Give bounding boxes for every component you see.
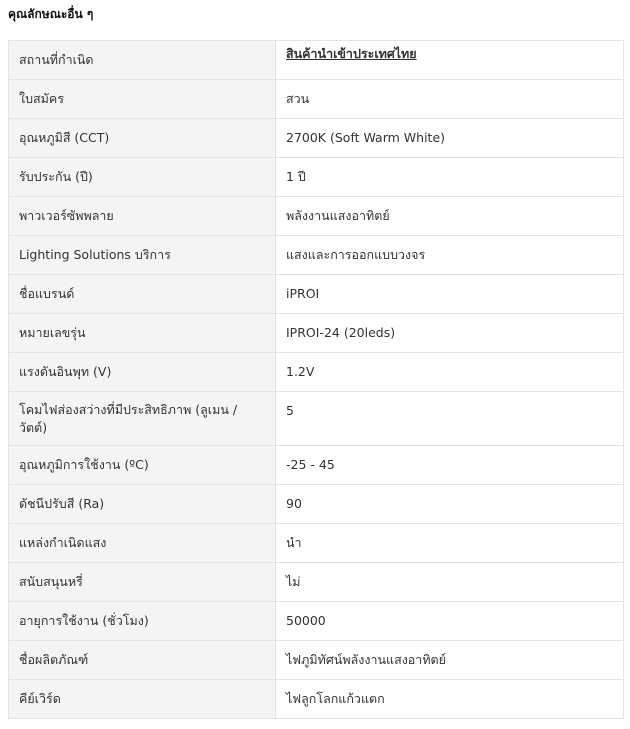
attribute-value: 1.2V: [276, 353, 624, 392]
table-row: [9, 392, 624, 446]
attribute-label: อายุการใช้งาน (ชั่วโมง): [9, 602, 276, 641]
attribute-label: รับประกัน (ปี): [9, 158, 276, 197]
table-row: [9, 197, 624, 236]
attribute-value: -25 - 45: [276, 446, 624, 485]
attribute-label: อุณหภูมิการใช้งาน (ºC): [9, 446, 276, 485]
attribute-value: iPROI: [276, 275, 624, 314]
table-row: [9, 41, 624, 80]
attribute-label: ดัชนีปรับสี (Ra): [9, 485, 276, 524]
origin-link[interactable]: สินค้านำเข้าประเทศไทย: [286, 46, 417, 61]
attribute-value: 5: [276, 392, 624, 446]
attribute-label: สนับสนุนหรี่: [9, 563, 276, 602]
section-title: คุณลักษณะอื่น ๆ: [8, 7, 94, 21]
table-row: [9, 314, 624, 353]
attribute-label: หมายเลขรุ่น: [9, 314, 276, 353]
table-row: [9, 158, 624, 197]
attribute-value: 2700K (Soft Warm White): [276, 119, 624, 158]
table-row: [9, 485, 624, 524]
attributes-table: [8, 40, 624, 719]
attribute-value: ไฟภูมิทัศน์พลังงานแสงอาทิตย์: [276, 641, 624, 680]
table-row: [9, 119, 624, 158]
table-row: [9, 353, 624, 392]
table-row: [9, 236, 624, 275]
attribute-value: IPROI-24 (20leds): [276, 314, 624, 353]
attribute-label: ชื่อผลิตภัณฑ์: [9, 641, 276, 680]
attribute-value: 1 ปี: [276, 158, 624, 197]
attribute-label: โคมไฟส่องสว่างที่มีประสิทธิภาพ (ลูเมน / วัตต์): [9, 392, 276, 446]
attribute-value: พลังงานแสงอาทิตย์: [276, 197, 624, 236]
attribute-value: 90: [276, 485, 624, 524]
table-row: [9, 80, 624, 119]
attribute-label-origin: สถานที่กำเนิด: [9, 41, 276, 80]
attribute-label: ชื่อแบรนด์: [9, 275, 276, 314]
attribute-label: แรงดันอินพุท (V): [9, 353, 276, 392]
attribute-value: นำ: [276, 524, 624, 563]
attribute-label: พาวเวอร์ซัพพลาย: [9, 197, 276, 236]
table-row: [9, 680, 624, 719]
table-row: [9, 641, 624, 680]
attribute-label: คีย์เวิร์ด: [9, 680, 276, 719]
attribute-label: แหล่งกำเนิดแสง: [9, 524, 276, 563]
attribute-value: สวน: [276, 80, 624, 119]
attribute-label: อุณหภูมิสี (CCT): [9, 119, 276, 158]
attribute-value: ไม่: [276, 563, 624, 602]
attribute-value: 50000: [276, 602, 624, 641]
table-row: [9, 524, 624, 563]
table-row: [9, 563, 624, 602]
attribute-value: แสงและการออกแบบวงจร: [276, 236, 624, 275]
attribute-label: Lighting Solutions บริการ: [9, 236, 276, 275]
attribute-value: ไฟลูกโลกแก้วแตก: [276, 680, 624, 719]
table-row: [9, 446, 624, 485]
attribute-value-origin: [276, 41, 624, 80]
table-row: [9, 275, 624, 314]
table-row: [9, 602, 624, 641]
attribute-label: ใบสมัคร: [9, 80, 276, 119]
